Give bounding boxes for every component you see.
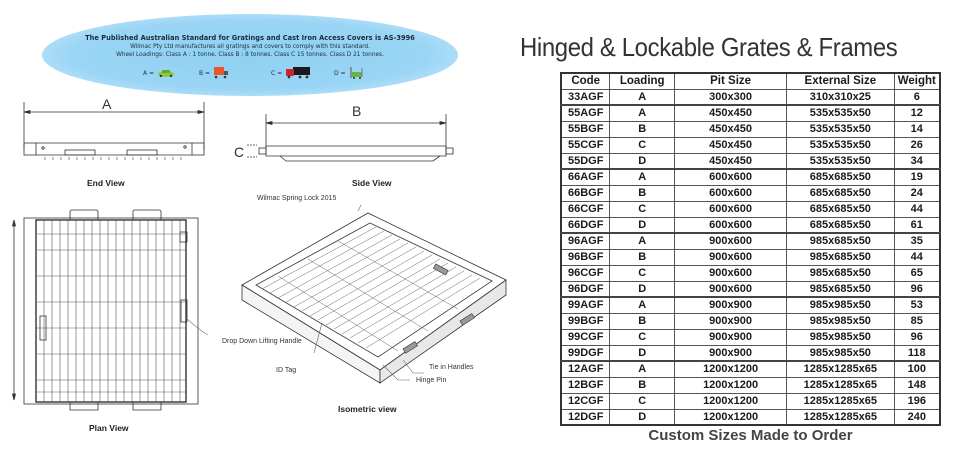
callout-hinge-pin: Hinge Pin	[416, 377, 447, 384]
cell-pit-size: 900x900	[675, 297, 787, 313]
cell-external-size: 985x685x50	[787, 249, 894, 265]
cell-weight: 34	[894, 153, 940, 169]
cell-loading: A	[610, 297, 675, 313]
side-view-drawing	[240, 110, 470, 170]
cell-pit-size: 450x450	[675, 137, 787, 153]
banner-text	[42, 34, 458, 58]
table-row	[561, 393, 940, 409]
cell-external-size: 685x685x50	[787, 201, 894, 217]
callout-tie-in-handles: Tie in Handles	[429, 364, 474, 371]
cell-external-size: 985x985x50	[787, 297, 894, 313]
class-c-label: C =	[271, 69, 283, 77]
table-row	[561, 249, 940, 265]
cell-code: 96CGF	[561, 265, 610, 281]
cell-loading: D	[610, 409, 675, 425]
cell-loading: C	[610, 137, 675, 153]
cell-pit-size: 900x900	[675, 329, 787, 345]
spec-table	[560, 72, 941, 426]
cell-weight: 118	[894, 345, 940, 361]
cell-external-size: 535x535x50	[787, 137, 894, 153]
cell-external-size: 1285x1285x65	[787, 377, 894, 393]
cell-weight: 85	[894, 313, 940, 329]
header-loading: Loading	[610, 73, 675, 89]
cell-weight: 12	[894, 105, 940, 121]
cell-loading: D	[610, 281, 675, 297]
cell-pit-size: 1200x1200	[675, 409, 787, 425]
cell-code: 99DGF	[561, 345, 610, 361]
cell-external-size: 535x535x50	[787, 105, 894, 121]
cell-code: 66AGF	[561, 169, 610, 185]
semi-truck-icon	[285, 67, 311, 79]
cell-weight: 240	[894, 409, 940, 425]
table-row	[561, 105, 940, 121]
cell-loading: C	[610, 201, 675, 217]
table-row	[561, 361, 940, 377]
cell-code: 66BGF	[561, 185, 610, 201]
cell-external-size: 1285x1285x65	[787, 361, 894, 377]
table-row	[561, 217, 940, 233]
cell-code: 66DGF	[561, 217, 610, 233]
cell-code: 99CGF	[561, 329, 610, 345]
cell-pit-size: 600x600	[675, 185, 787, 201]
cell-weight: 65	[894, 265, 940, 281]
cell-loading: B	[610, 121, 675, 137]
isometric-view-drawing	[238, 205, 508, 385]
table-row	[561, 297, 940, 313]
cell-code: 96BGF	[561, 249, 610, 265]
class-c-legend	[271, 66, 311, 80]
cell-code: 55DGF	[561, 153, 610, 169]
table-row	[561, 185, 940, 201]
cell-code: 12BGF	[561, 377, 610, 393]
cell-loading: B	[610, 185, 675, 201]
header-weight: Weight	[894, 73, 940, 89]
banner-subtitle: Wilmac Pty Ltd manufactures all gratings and covers to comply with this standard.	[130, 44, 370, 50]
end-view-caption: End View	[87, 178, 125, 188]
class-d-label: D =	[334, 69, 346, 77]
cell-weight: 53	[894, 297, 940, 313]
cell-pit-size: 600x600	[675, 217, 787, 233]
isometric-view-caption: Isometric view	[338, 404, 397, 414]
class-a-legend	[143, 66, 175, 80]
cell-loading: A	[610, 361, 675, 377]
cell-code: 33AGF	[561, 89, 610, 105]
cell-weight: 6	[894, 89, 940, 105]
cell-loading: B	[610, 313, 675, 329]
cell-code: 66CGF	[561, 201, 610, 217]
header-pit-size: Pit Size	[675, 73, 787, 89]
cell-weight: 44	[894, 201, 940, 217]
cell-pit-size: 900x600	[675, 249, 787, 265]
callout-spring-lock: Wilmac Spring Lock 2015	[257, 195, 337, 202]
cell-pit-size: 300x300	[675, 89, 787, 105]
cell-loading: B	[610, 377, 675, 393]
table-row	[561, 345, 940, 361]
cell-pit-size: 450x450	[675, 105, 787, 121]
cell-code: 96DGF	[561, 281, 610, 297]
table-row	[561, 329, 940, 345]
banner-title: The Published Australian Standard for Gratings and Cast Iron Access Covers is AS-3996	[85, 34, 415, 42]
dimension-b-label: B	[352, 103, 362, 119]
table-header-row	[561, 73, 940, 89]
cell-weight: 24	[894, 185, 940, 201]
cell-external-size: 985x985x50	[787, 313, 894, 329]
cell-pit-size: 1200x1200	[675, 393, 787, 409]
cell-external-size: 985x985x50	[787, 329, 894, 345]
cell-code: 12CGF	[561, 393, 610, 409]
table-row	[561, 137, 940, 153]
cell-loading: C	[610, 393, 675, 409]
car-icon	[157, 69, 175, 77]
cell-code: 12DGF	[561, 409, 610, 425]
cell-pit-size: 450x450	[675, 153, 787, 169]
cell-loading: A	[610, 169, 675, 185]
cell-pit-size: 1200x1200	[675, 361, 787, 377]
cell-loading: C	[610, 265, 675, 281]
table-row	[561, 265, 940, 281]
table-row	[561, 201, 940, 217]
cell-external-size: 985x685x50	[787, 281, 894, 297]
class-d-legend	[334, 66, 365, 80]
cell-code: 55CGF	[561, 137, 610, 153]
header-code: Code	[561, 73, 610, 89]
plan-view-drawing	[8, 208, 208, 418]
table-row	[561, 313, 940, 329]
cell-loading: D	[610, 345, 675, 361]
table-row	[561, 377, 940, 393]
cell-weight: 14	[894, 121, 940, 137]
table-row	[561, 121, 940, 137]
cell-external-size: 535x535x50	[787, 153, 894, 169]
forklift-icon	[349, 67, 365, 79]
cell-code: 96AGF	[561, 233, 610, 249]
cell-weight: 19	[894, 169, 940, 185]
cell-pit-size: 600x600	[675, 201, 787, 217]
cell-weight: 26	[894, 137, 940, 153]
cell-weight: 148	[894, 377, 940, 393]
cell-external-size: 685x685x50	[787, 185, 894, 201]
table-row	[561, 233, 940, 249]
banner-wheel-loadings: Wheel Loadings: Class A : 1 tonne. Class B : 8 tonnes. Class C 15 tonnes. Class D 21 tonnes.	[116, 52, 384, 58]
end-view-drawing	[15, 100, 215, 162]
table-row	[561, 169, 940, 185]
cell-weight: 35	[894, 233, 940, 249]
cell-loading: C	[610, 329, 675, 345]
cell-code: 12AGF	[561, 361, 610, 377]
cell-loading: D	[610, 217, 675, 233]
cell-external-size: 535x535x50	[787, 121, 894, 137]
dimension-c-label: C	[234, 144, 245, 160]
cell-loading: A	[610, 89, 675, 105]
cell-weight: 96	[894, 329, 940, 345]
header-external-size: External Size	[787, 73, 894, 89]
cell-loading: D	[610, 153, 675, 169]
cell-pit-size: 900x900	[675, 345, 787, 361]
cell-external-size: 985x685x50	[787, 233, 894, 249]
cell-weight: 196	[894, 393, 940, 409]
cell-external-size: 685x685x50	[787, 217, 894, 233]
class-b-legend	[199, 66, 229, 80]
page-title: Hinged & Lockable Grates & Frames	[520, 32, 898, 62]
cell-external-size: 985x685x50	[787, 265, 894, 281]
cell-pit-size: 600x600	[675, 169, 787, 185]
cell-external-size: 1285x1285x65	[787, 409, 894, 425]
cell-loading: B	[610, 249, 675, 265]
cell-weight: 44	[894, 249, 940, 265]
light-truck-icon	[213, 67, 229, 79]
cell-code: 55BGF	[561, 121, 610, 137]
cell-external-size: 1285x1285x65	[787, 393, 894, 409]
cell-pit-size: 900x600	[675, 233, 787, 249]
cell-external-size: 685x685x50	[787, 169, 894, 185]
cell-weight: 96	[894, 281, 940, 297]
table-row	[561, 281, 940, 297]
cell-weight: 61	[894, 217, 940, 233]
cell-loading: A	[610, 233, 675, 249]
plan-view-caption: Plan View	[89, 423, 129, 433]
cell-loading: A	[610, 105, 675, 121]
callout-id-tag: ID Tag	[276, 367, 297, 374]
class-b-label: B =	[199, 69, 211, 77]
cell-pit-size: 900x900	[675, 313, 787, 329]
cell-external-size: 985x985x50	[787, 345, 894, 361]
class-a-label: A =	[143, 69, 155, 77]
cell-code: 55AGF	[561, 105, 610, 121]
cell-pit-size: 900x600	[675, 281, 787, 297]
cell-pit-size: 450x450	[675, 121, 787, 137]
table-row	[561, 153, 940, 169]
side-view-caption: Side View	[352, 178, 392, 188]
cell-weight: 100	[894, 361, 940, 377]
table-row	[561, 89, 940, 105]
cell-external-size: 310x310x25	[787, 89, 894, 105]
callout-lifting-handle: Drop Down Lifting Handle	[222, 338, 302, 345]
cell-pit-size: 1200x1200	[675, 377, 787, 393]
dimension-a-label: A	[102, 96, 112, 112]
table-row	[561, 409, 940, 425]
cell-pit-size: 900x600	[675, 265, 787, 281]
table-body	[561, 89, 940, 425]
cell-code: 99AGF	[561, 297, 610, 313]
custom-sizes-note: Custom Sizes Made to Order	[648, 427, 853, 444]
cell-code: 99BGF	[561, 313, 610, 329]
